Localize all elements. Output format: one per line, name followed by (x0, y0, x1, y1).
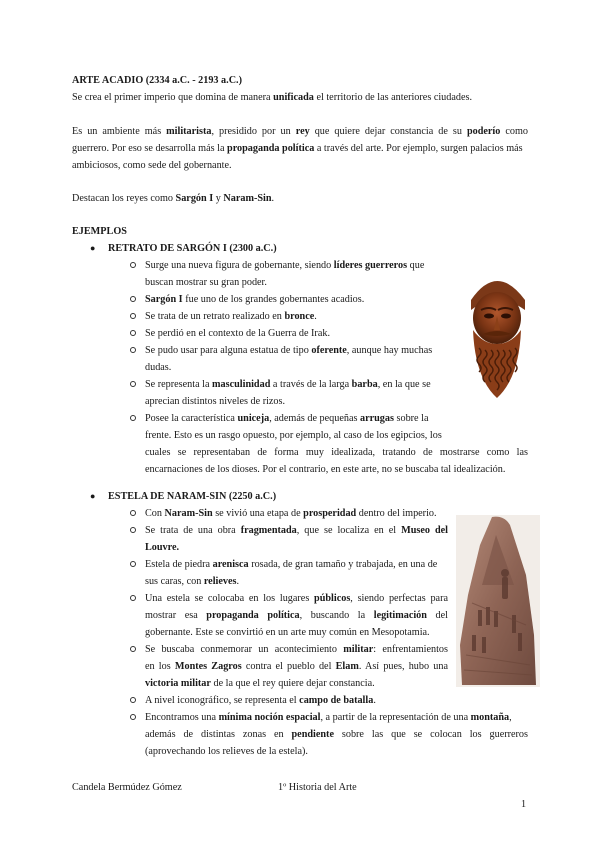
naram-item-7-line-2: además de distintas zonas en pendiente sobre las que se colocan los guerreros (145, 729, 528, 740)
intro-paragraph-2-line-1: Es un ambiente más militarista, presidido por un rey que quiere dejar constancia de su poderío como (72, 126, 529, 137)
sub-bullet-circle (130, 330, 136, 336)
naram-item-7-line-1: Encontramos una mínima noción espacial, a partir de la representación de una montaña, (145, 712, 512, 723)
naram-item-2-line-2: Louvre. (145, 542, 180, 553)
stele-icon (456, 515, 540, 687)
bullet-dot: ● (90, 243, 96, 253)
intro-paragraph-2-line-3: ambiciosos, como sede del gobernante. (72, 160, 232, 171)
sargon-item-1-line-1: Surge una nueva figura de gobernante, siendo líderes guerreros que (145, 260, 425, 271)
sargon-item-2: Sargón I fue uno de los grandes gobernantes acadios. (145, 294, 365, 305)
bullet-dot: ● (90, 491, 96, 501)
sub-bullet-circle (130, 415, 136, 421)
naram-section-title: ESTELA DE NARAM-SIN (2250 a.C.) (108, 491, 277, 502)
sargon-item-5-line-1: Se pudo usar para alguna estatua de tipo oferente, aunque hay muchas (145, 345, 433, 356)
sargon-item-7-line-2: frente. Esto es un rasgo opuesto, por ejemplo, al caso de los egipcios, los (145, 430, 442, 441)
page-title: ARTE ACADIO (2334 a.C. - 2193 a.C.) (72, 75, 242, 86)
sub-bullet-circle (130, 561, 136, 567)
sub-bullet-circle (130, 313, 136, 319)
naram-item-2-line-1: Se trata de una obra fragmentada, que se localiza en el Museo del (145, 525, 448, 536)
naram-item-5-line-1: Se buscaba conmemorar un acontecimiento militar: enfrentamientos (145, 644, 448, 655)
intro-paragraph-2-line-2: guerrero. Por eso se desarrolla más la propaganda política a través del arte. Por ejemplo, surgen palacios más (72, 143, 523, 154)
naram-item-1: Con Naram-Sin se vivió una etapa de prosperidad dentro del imperio. (145, 508, 437, 519)
sub-bullet-circle (130, 697, 136, 703)
footer-author: Candela Bermúdez Gómez (72, 782, 182, 793)
sargon-item-3: Se trata de un retrato realizado en bronce. (145, 311, 317, 322)
page-number: 1 (521, 799, 527, 810)
examples-heading: EJEMPLOS (72, 226, 127, 237)
sub-bullet-circle (130, 381, 136, 387)
sargon-item-7-line-1: Posee la característica unicejа, además de pequeñas arrugas sobre la (145, 413, 429, 424)
sub-bullet-circle (130, 296, 136, 302)
intro-paragraph-1: Se crea el primer imperio que domina de manera unificada el territorio de las anteriores ciudades. (72, 92, 473, 103)
sub-bullet-circle (130, 527, 136, 533)
sub-bullet-circle (130, 262, 136, 268)
sargon-item-6-line-1: Se representa la masculinidad a través de la larga barba, en la que se (145, 379, 431, 390)
sargon-section-title: RETRATO DE SARGÓN I (2300 a.C.) (108, 243, 277, 254)
sargon-item-1-line-2: buscan mostrar su gran poder. (145, 277, 267, 288)
naram-item-7-line-3: (aprovechando los relieves de la estela). (145, 746, 308, 757)
naram-item-3-line-2: sus caras, con relieves. (145, 576, 240, 587)
naram-item-3-line-1: Estela de piedra arenisca rosada, de gran tamaño y trabajada, en una de (145, 559, 438, 570)
naram-item-4-line-1: Una estela se colocaba en los lugares públicos, siendo perfectas para (145, 593, 448, 604)
naram-item-4-line-2: mostrar esa propaganda política, buscando la legitimación del (145, 610, 448, 621)
sargon-item-7-line-3: cuales se representaban de forma muy idealizada, tratando de mostrarse como las (145, 447, 528, 458)
sargon-item-5-line-2: dudas. (145, 362, 172, 373)
sub-bullet-circle (130, 595, 136, 601)
sargon-item-6-line-2: aprecian distintos niveles de rizos. (145, 396, 286, 407)
sargon-head-image (453, 260, 541, 410)
naram-item-5-line-3: victoria militar de la que el rey quiere dejar constancia. (145, 678, 375, 689)
sargon-item-7-line-4: encarnaciones de los dioses. Por el contrario, en este arte, no se buscaba tal idealización. (145, 464, 506, 475)
sargon-item-4: Se perdió en el contexto de la Guerra de Irak. (145, 328, 330, 339)
sub-bullet-circle (130, 646, 136, 652)
bronze-head-icon (453, 260, 541, 410)
sub-bullet-circle (130, 714, 136, 720)
sub-bullet-circle (130, 347, 136, 353)
intro-paragraph-3: Destacan los reyes como Sargón I y Naram-Sin. (72, 193, 275, 204)
footer-course: 1º Historia del Arte (278, 782, 357, 793)
naram-item-4-line-3: gobernante. Este se convirtió en un arte muy común en Mesopotamia. (145, 627, 430, 638)
naram-stele-image (456, 515, 540, 687)
sub-bullet-circle (130, 510, 136, 516)
naram-item-6: A nivel iconográfico, se representa el campo de batalla. (145, 695, 376, 706)
naram-item-5-line-2: en los Montes Zagros contra el pueblo del Elam. Así pues, hubo una (145, 661, 448, 672)
